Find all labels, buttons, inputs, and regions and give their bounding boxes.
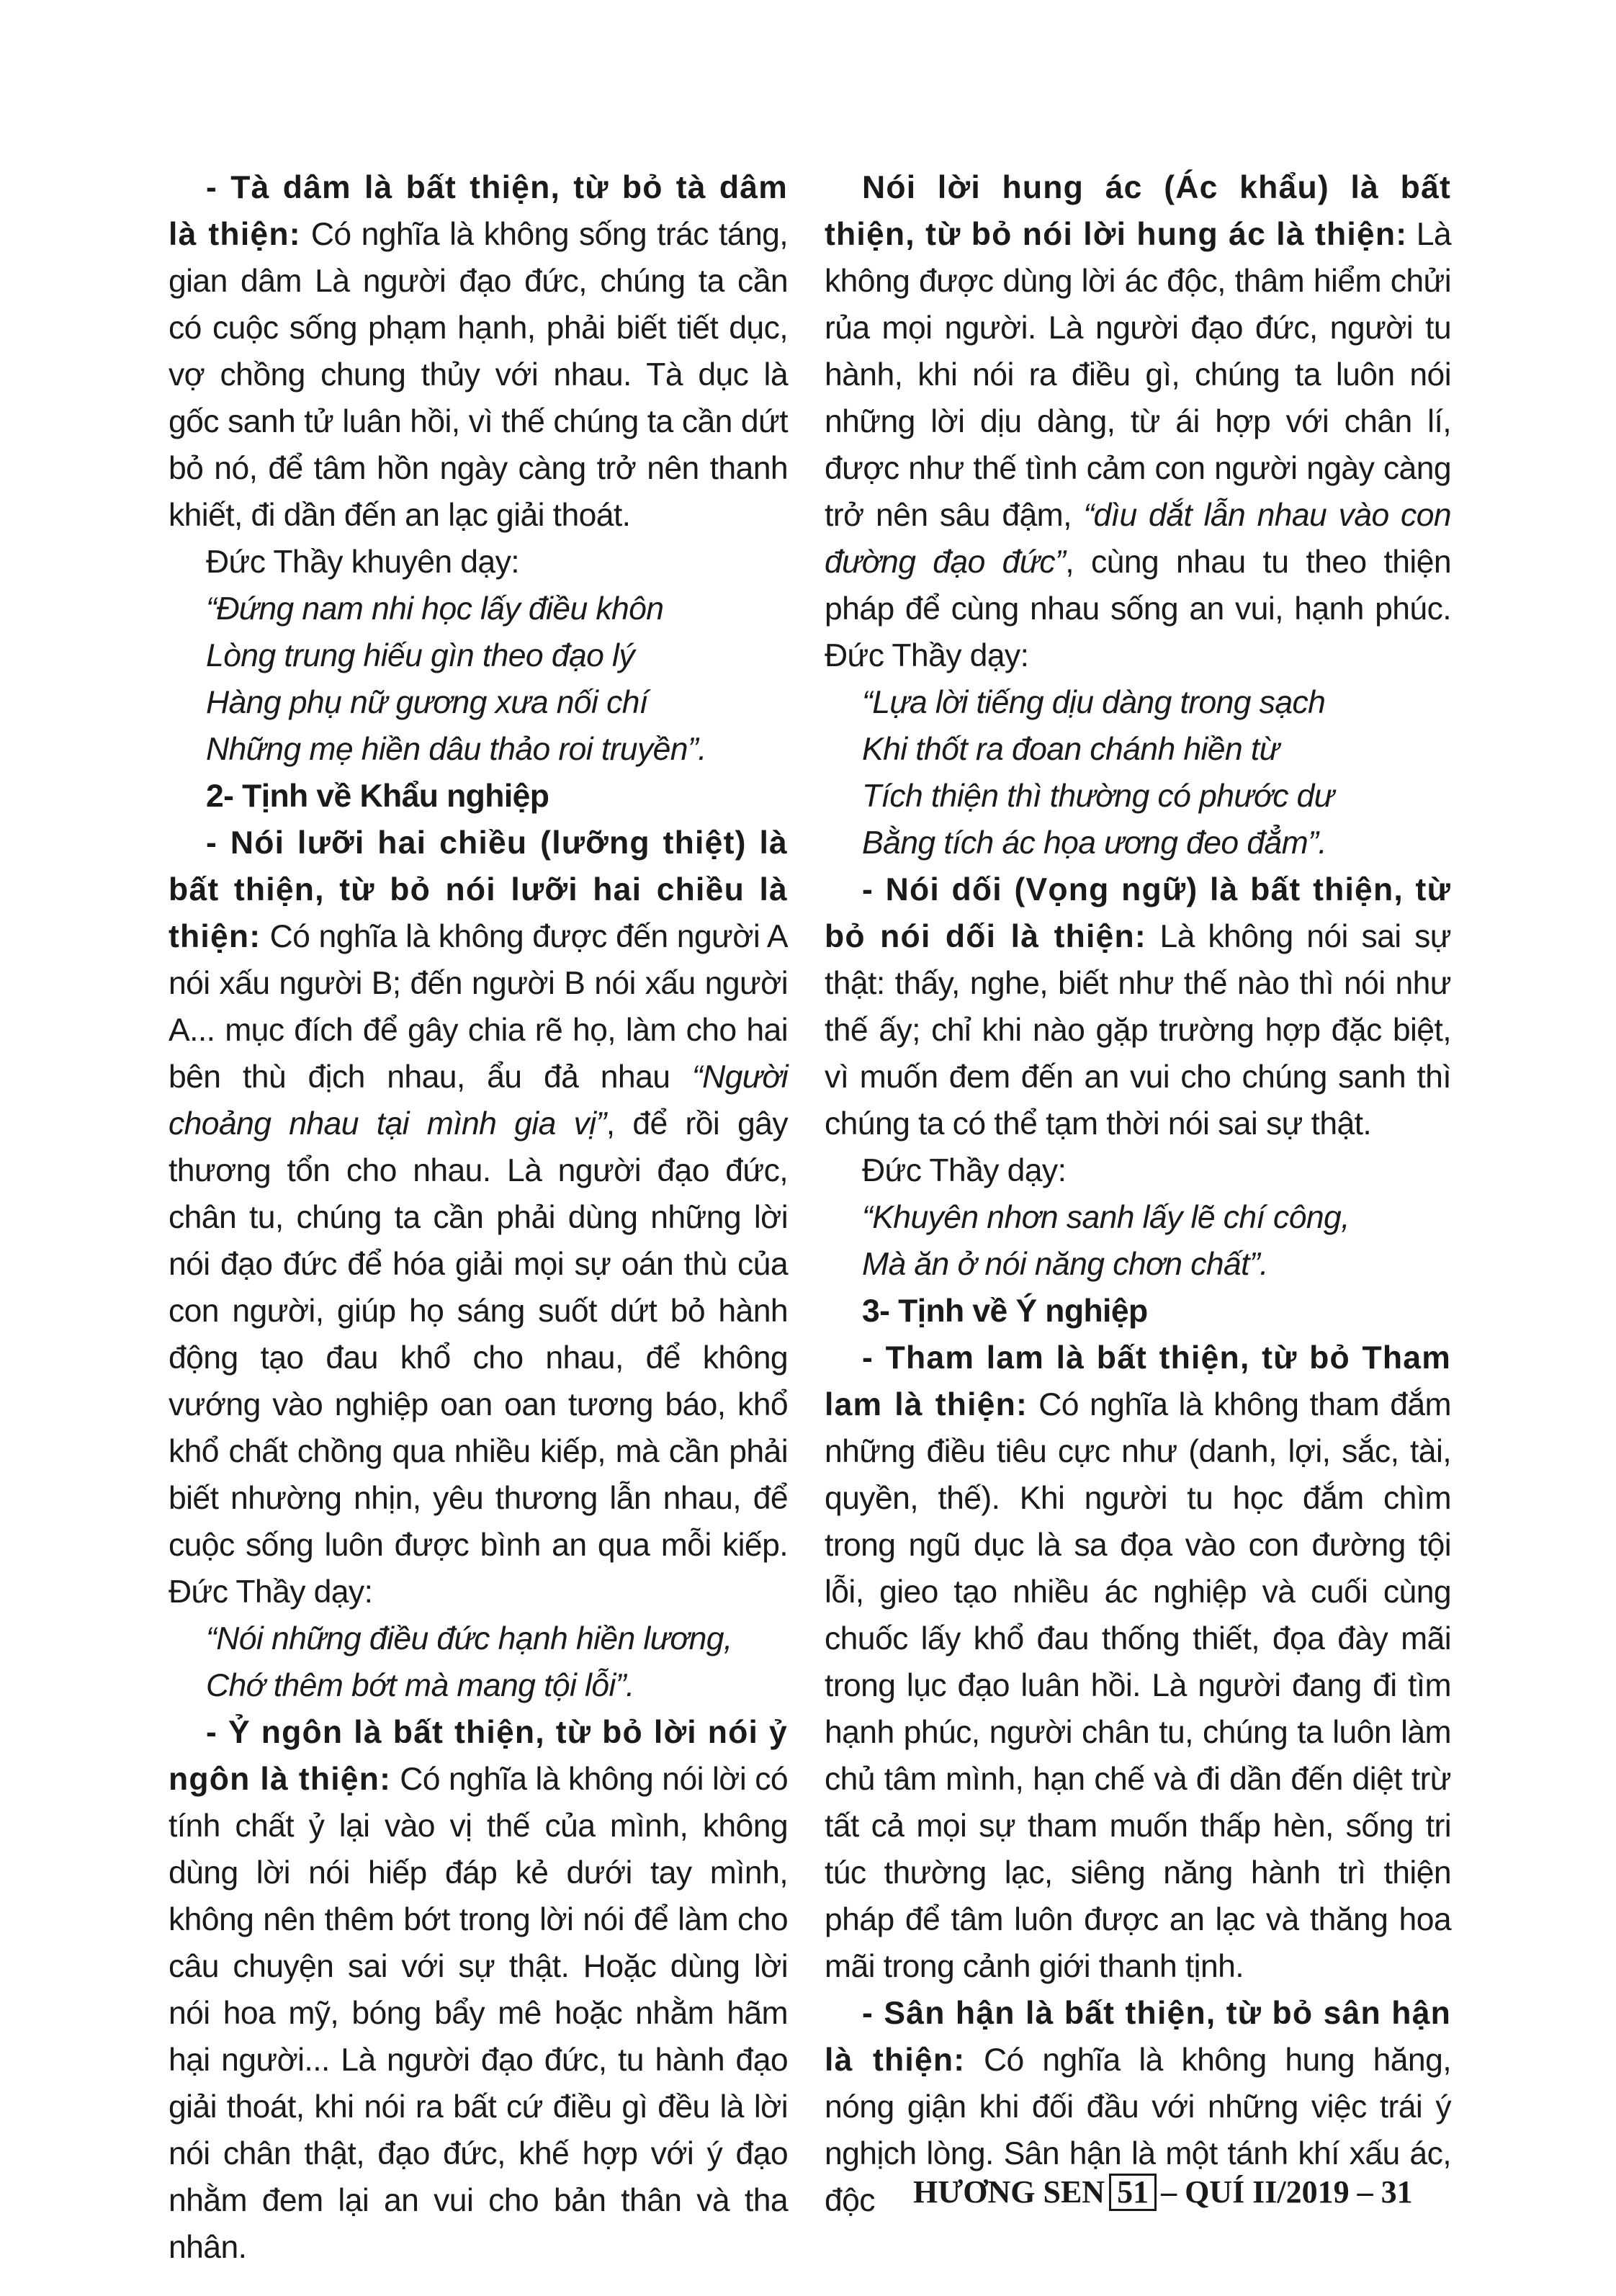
verse-line: “Đứng nam nhi học lấy điều khôn <box>206 591 664 627</box>
right-column <box>825 164 1451 2224</box>
paragraph-tham-lam <box>825 1335 1451 1990</box>
paragraph-text: Có nghĩa là không tham đắm những điều tiêu cực như (danh, lợi, sắc, tài, quyền, thế). Khi người tu học đắm chìm trong ngũ dục là sa đọa vào con đường tội lỗi, gieo tạo nhiều ác nghiệp và cuối cùng chuốc lấy khổ đau thống thiết, đọa đày mãi trong lục đạo luân hồi. Là người đang đi tìm hạnh phúc, người chân tu, chúng ta luôn làm chủ tâm mình, hạn chế và đi dần đến diệt trừ tất cả mọi sự tham muốn thấp hèn, sống tri túc thường lạc, siêng năng hành trì thiện pháp để tâm luôn được an lạc và thăng hoa mãi trong cảnh giới thanh tịnh. <box>825 1387 1452 1984</box>
bold-lead: - Ỷ ngôn là bất thiện, từ bỏ lời nói ỷ ngôn là thiện: <box>169 1715 788 1797</box>
verse-line: Bằng tích ác họa ương đeo đẳm”. <box>862 825 1327 861</box>
paragraph-text: Là không được dùng lời ác độc, thâm hiểm chửi rủa mọi người. Là người đạo đức, người tu hành, khi nói ra điều gì, chúng ta luôn nói những lời dịu dàng, từ ái hợp với chân lí, được như thế tình cảm con người ngày càng trở nên sâu đậm, <box>825 217 1452 533</box>
paragraph-text: Có nghĩa là không được đến người A nói xấu người B; đến người B nói xấu người A... mục đích để gây chia rẽ họ, làm cho hai bên thù địch nhau, ẩu đả nhau <box>169 919 788 1095</box>
page-number: 31 <box>1381 2174 1413 2210</box>
paragraph-intro: Đức Thầy khuyên dạy: <box>206 544 519 580</box>
bold-lead: - Sân hận là bất thiện, từ bỏ sân hận là thiện: <box>825 1996 1451 2078</box>
paragraph-ac-khau <box>825 164 1451 679</box>
verse-line: Những mẹ hiền dâu thảo roi truyền”. <box>206 732 706 767</box>
section-heading: 3- Tịnh về Ý nghiệp <box>862 1293 1148 1329</box>
bold-lead: Nói lời hung ác (Ác khẩu) là bất thiện, từ bỏ nói lời hung ác là thiện: <box>825 170 1451 252</box>
page-footer <box>913 2174 1413 2211</box>
paragraph-y-ngon <box>169 1709 788 2271</box>
verse-line: Chớ thêm bớt mà mang tội lỗi”. <box>206 1668 634 1703</box>
paragraph-text: Có nghĩa là không nói lời có tính chất ỷ lại vào vị thế của mình, không dùng lời nói hiếp đáp kẻ dưới tay mình, không nên thêm bớt trong lời nói để làm cho câu chuyện sai với sự thật. Hoặc dùng lời nói hoa mỹ, bóng bẩy mê hoặc nhằm hãm hại người... Là người đạo đức, tu hành đạo giải thoát, khi nói ra bất cứ điều gì đều là lời nói chân thật, đạo đức, khế hợp với ý đạo nhằm đem lại an vui cho bản thân và tha nhân. <box>169 1762 789 2265</box>
paragraph-text: Có nghĩa là không hung hăng, nóng giận khi đối đầu với những việc trái ý nghịch lòng. Sân hận là một tánh khí xấu ác, độc <box>825 2042 1451 2218</box>
issue-number: 51 <box>1109 2174 1157 2211</box>
paragraph-text: , để rồi gây thương tổn cho nhau. Là người đạo đức, chân tu, chúng ta cần phải dùng những lời nói đạo đức để hóa giải mọi sự oán thù của con người, giúp họ sáng suốt dứt bỏ hành động tạo đau khổ cho nhau, để không vướng vào nghiệp oan oan tương báo, khổ khổ chất chồng qua nhiều kiếp, mà cần phải biết nhường nhịn, yêu thương lẫn nhau, để cuộc sống luôn được bình an qua mỗi kiếp. Đức Thầy dạy: <box>169 1106 788 1610</box>
verse-line: Hàng phụ nữ gương xưa nối chí <box>206 685 648 720</box>
left-column <box>169 164 788 2271</box>
paragraph-vong-ngu <box>825 866 1451 1147</box>
verse-line: Mà ăn ở nói năng chơn chất”. <box>862 1247 1268 1282</box>
paragraph-ta-dam <box>169 164 788 539</box>
verse-line: Tích thiện thì thường có phước dư <box>862 779 1334 814</box>
bold-lead: - Nói lưỡi hai chiều (lưỡng thiệt) là bất thiện, từ bỏ nói lưỡi hai chiều là thiện: <box>169 825 788 954</box>
inline-quote: “dìu dắt lẫn nhau vào con đường đạo đức” <box>825 498 1452 580</box>
issue-period: – QUÍ II/2019 – <box>1161 2174 1373 2210</box>
bold-lead: - Tà dâm là bất thiện, từ bỏ tà dâm là thiện: <box>169 170 788 252</box>
verse-line: “Khuyên nhơn sanh lấy lẽ chí công, <box>862 1200 1350 1235</box>
paragraph-text: , cùng nhau tu theo thiện pháp để cùng nhau sống an vui, hạnh phúc. Đức Thầy dạy: <box>825 544 1451 673</box>
paragraph-intro: Đức Thầy dạy: <box>862 1153 1067 1188</box>
bold-lead: - Nói dối (Vọng ngữ) là bất thiện, từ bỏ nói dối là thiện: <box>825 872 1451 954</box>
verse-line: Khi thốt ra đoan chánh hiền từ <box>862 732 1280 767</box>
paragraph-text: Có nghĩa là không sống trác táng, gian dâm Là người đạo đức, chúng ta cần có cuộc sống phạm hạnh, phải biết tiết dục, vợ chồng chung thủy với nhau. Tà dục là gốc sanh tử luân hồi, vì thế chúng ta cần dứt bỏ nó, để tâm hồn ngày càng trở nên thanh khiết, đi dần đến an lạc giải thoát. <box>169 217 789 533</box>
verse-line: Lòng trung hiếu gìn theo đạo lý <box>206 638 634 673</box>
section-heading: 2- Tịnh về Khẩu nghiệp <box>206 779 549 814</box>
verse-line: “Lựa lời tiếng dịu dàng trong sạch <box>862 685 1326 720</box>
paragraph-text: Là không nói sai sự thật: thấy, nghe, biết như thế nào thì nói như thế ấy; chỉ khi nào gặp trường hợp đặc biệt, vì muốn đem đến an vui cho chúng sanh thì chúng ta có thể tạm thời nói sai sự thật. <box>825 919 1451 1142</box>
inline-quote: “Người choảng nhau tại mình gia vị” <box>169 1059 788 1142</box>
magazine-name: HƯƠNG SEN <box>913 2174 1105 2210</box>
bold-lead: - Tham lam là bất thiện, từ bỏ Tham lam là thiện: <box>825 1340 1451 1422</box>
paragraph-luong-thiet <box>169 820 788 1615</box>
verse-line: “Nói những điều đức hạnh hiền lương, <box>206 1621 732 1656</box>
